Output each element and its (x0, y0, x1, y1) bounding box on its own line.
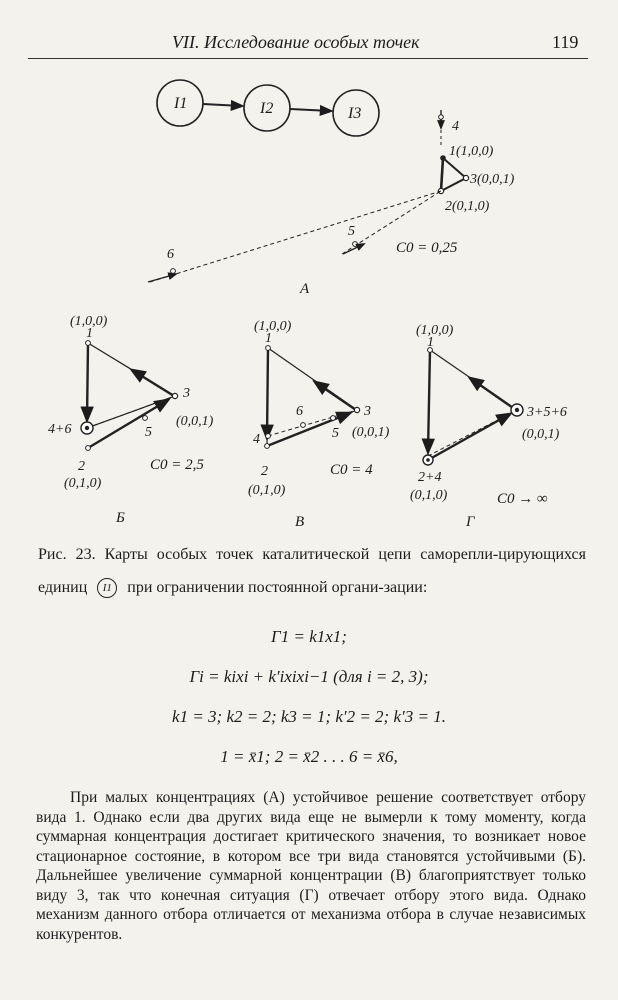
dashed-g (428, 410, 517, 456)
v-mid5: 5 (332, 426, 339, 441)
v-top-coords: (1,0,0) (254, 319, 292, 334)
formula-4: 1 = x̄1; 2 = x̄2 . . . 6 = x̄6, (220, 747, 398, 766)
label-6: 6 (167, 247, 174, 262)
g-top-coords: (1,0,0) (416, 323, 454, 338)
unit-symbol-icon: I1 (97, 578, 117, 598)
chain-arrow-1 (203, 104, 242, 106)
unit-label-1: I1 (174, 95, 188, 112)
c0-b: C0 = 2,5 (150, 457, 204, 473)
figure-caption (38, 538, 586, 604)
v-bottom-coords: (0,1,0) (248, 483, 286, 498)
point-v-5 (331, 416, 336, 421)
point-g-24-core (426, 458, 430, 462)
c0-g: C0 → ∞ (497, 491, 548, 507)
b-bottom-coords: (0,1,0) (64, 476, 102, 491)
edge-g-23 (428, 414, 510, 460)
point-v-6 (301, 423, 306, 428)
caption-part1: Рис. 23. Карты особых точек каталитической цепи саморепли-цирующихся единиц (38, 546, 586, 596)
panel-b (48, 314, 214, 526)
b-top-num: 1 (86, 326, 93, 341)
point-4 (439, 115, 444, 120)
point-v-1 (266, 346, 271, 351)
dashed-from-6 (150, 191, 441, 282)
panel-g (410, 323, 567, 530)
b-top-coords: (1,0,0) (70, 314, 108, 329)
edge-b-31 (132, 370, 174, 396)
v-bottom-num: 2 (261, 464, 268, 479)
formula-2: Γi = kixi + k′ixixi−1 (для i = 2, 3); (189, 667, 429, 686)
v-left-num: 4 (253, 432, 260, 447)
v-right-num: 3 (364, 404, 371, 419)
edge-v-31 (315, 382, 356, 410)
label-2-coords: 2(0,1,0) (445, 199, 490, 214)
simplex-b (87, 343, 175, 428)
point-1 (440, 155, 446, 161)
figure-23 (0, 60, 618, 540)
panel-v (248, 319, 390, 530)
c0-a: C0 = 0,25 (396, 240, 458, 256)
b-right-num: 3 (183, 386, 190, 401)
v-top-num: 1 (265, 331, 272, 346)
header-rule (28, 58, 588, 59)
panel-label-g: Г (466, 514, 475, 530)
point-b-3 (172, 393, 177, 398)
g-bottom-coords: (0,1,0) (410, 488, 448, 503)
point-v-2 (265, 444, 270, 449)
panel-label-b: Б (116, 510, 125, 526)
dashed-v (268, 410, 357, 436)
point-b-46-core (85, 426, 89, 430)
panel-label-a: А (300, 281, 310, 297)
label-5: 5 (348, 224, 355, 239)
arrow-6 (148, 274, 176, 282)
label-3-coords: 3(0,0,1) (470, 172, 515, 187)
point-b-2 (86, 446, 91, 451)
b-mid-num: 5 (145, 425, 152, 440)
running-header (0, 30, 618, 60)
label-1-coords: 1(1,0,0) (449, 144, 494, 159)
formula-1: Γ1 = k1x1; (271, 627, 347, 646)
b-bottom-num: 2 (78, 459, 85, 474)
point-b-5 (143, 416, 148, 421)
edge-b-12 (87, 343, 88, 420)
edge-b-23 (88, 400, 168, 448)
g-right-num: 3+5+6 (527, 405, 567, 420)
v-right-coords: (0,0,1) (352, 425, 390, 440)
g-bottom-num: 2+4 (418, 470, 442, 485)
point-g-356-core (515, 408, 519, 412)
point-b-1 (86, 341, 91, 346)
caption-part2: при ограничении постоянной органи-зации: (127, 579, 428, 596)
point-5 (353, 242, 358, 247)
edge-12 (441, 158, 443, 191)
formula-3: k1 = 3; k2 = 2; k3 = 1; k′2 = 2; k′3 = 1. (172, 707, 446, 726)
point-6 (171, 269, 176, 274)
chain-arrow-2 (290, 109, 331, 111)
c0-v: C0 = 4 (330, 462, 373, 478)
edge-g-12 (428, 350, 430, 452)
point-v-4 (266, 434, 271, 439)
simplex-v (267, 348, 357, 446)
chapter-title: VII. Исследование особых точек (172, 32, 420, 52)
point-3 (463, 175, 468, 180)
edge-g-31 (470, 378, 516, 410)
panel-a (148, 80, 515, 297)
panel-label-v: В (295, 514, 305, 530)
body-paragraph: При малых концентрациях (А) устойчивое решение соответствует отбору вида 1. Однако если два других вида еще не вымерли к тому моменту, когда суммарная концентрация достигает критического значения, то возникает новое стационарное состояние, в котором все три вида становятся устойчивыми (Б). Дальнейшее увеличение суммарной концентрации (В) благоприятствует только виду 3, так что конечная ситуация (Г) отвечает отбору этого вида. Однако механизм данного отбора отличается от механизма отбора в случае независимых конкурентов. (36, 789, 586, 943)
edge-v-12 (267, 348, 268, 438)
page-number: 119 (552, 32, 579, 52)
v-mid6: 6 (296, 404, 303, 419)
simplex-g (428, 350, 517, 460)
b-left-num: 4+6 (48, 422, 72, 437)
b-right-coords: (0,0,1) (176, 414, 214, 429)
unit-label-2: I2 (260, 100, 274, 117)
label-4: 4 (452, 119, 459, 134)
g-top-num: 1 (427, 335, 434, 350)
unit-label-3: I3 (348, 105, 362, 122)
catalytic-chain (157, 80, 379, 136)
point-v-3 (354, 407, 359, 412)
simplex-a (441, 158, 466, 191)
g-right-coords: (0,0,1) (522, 427, 560, 442)
